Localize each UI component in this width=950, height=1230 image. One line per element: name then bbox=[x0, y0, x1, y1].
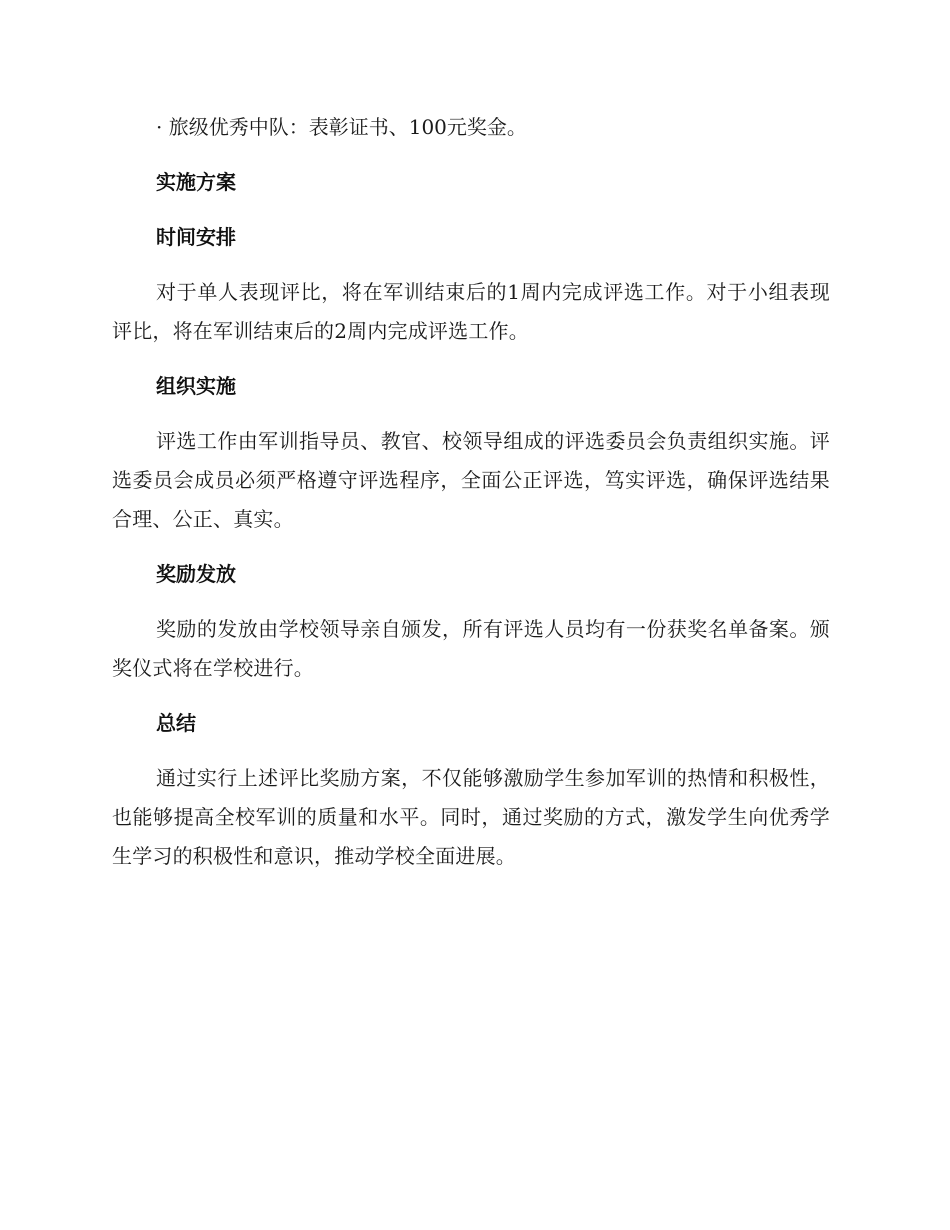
organization-paragraph: 评选工作由军训指导员、教官、校领导组成的评选委员会负责组织实施。评选委员会成员必须严格遵守评选程序，全面公正评选，笃实评选，确保评选结果合理、公正、真实。 bbox=[112, 429, 830, 531]
summary-heading: 总结 bbox=[156, 711, 196, 735]
bullet-item: · 旅级优秀中队：表彰证书、100元奖金。 bbox=[156, 115, 527, 139]
award-heading: 奖励发放 bbox=[156, 562, 236, 586]
time-paragraph: 对于单人表现评比，将在军训结束后的1周内完成评选工作。对于小组表现评比，将在军训结束后的2周内完成评选工作。 bbox=[112, 280, 830, 343]
section-title: 实施方案 bbox=[156, 170, 236, 194]
document-body bbox=[112, 108, 830, 892]
time-heading: 时间安排 bbox=[156, 225, 236, 249]
organization-heading: 组织实施 bbox=[156, 374, 236, 398]
award-paragraph: 奖励的发放由学校领导亲自颁发，所有评选人员均有一份获奖名单备案。颁奖仪式将在学校进行。 bbox=[112, 617, 830, 680]
summary-paragraph: 通过实行上述评比奖励方案，不仅能够激励学生参加军训的热情和积极性，也能够提高全校军训的质量和水平。同时，通过奖励的方式，激发学生向优秀学生学习的积极性和意识，推动学校全面进展。 bbox=[112, 766, 830, 868]
